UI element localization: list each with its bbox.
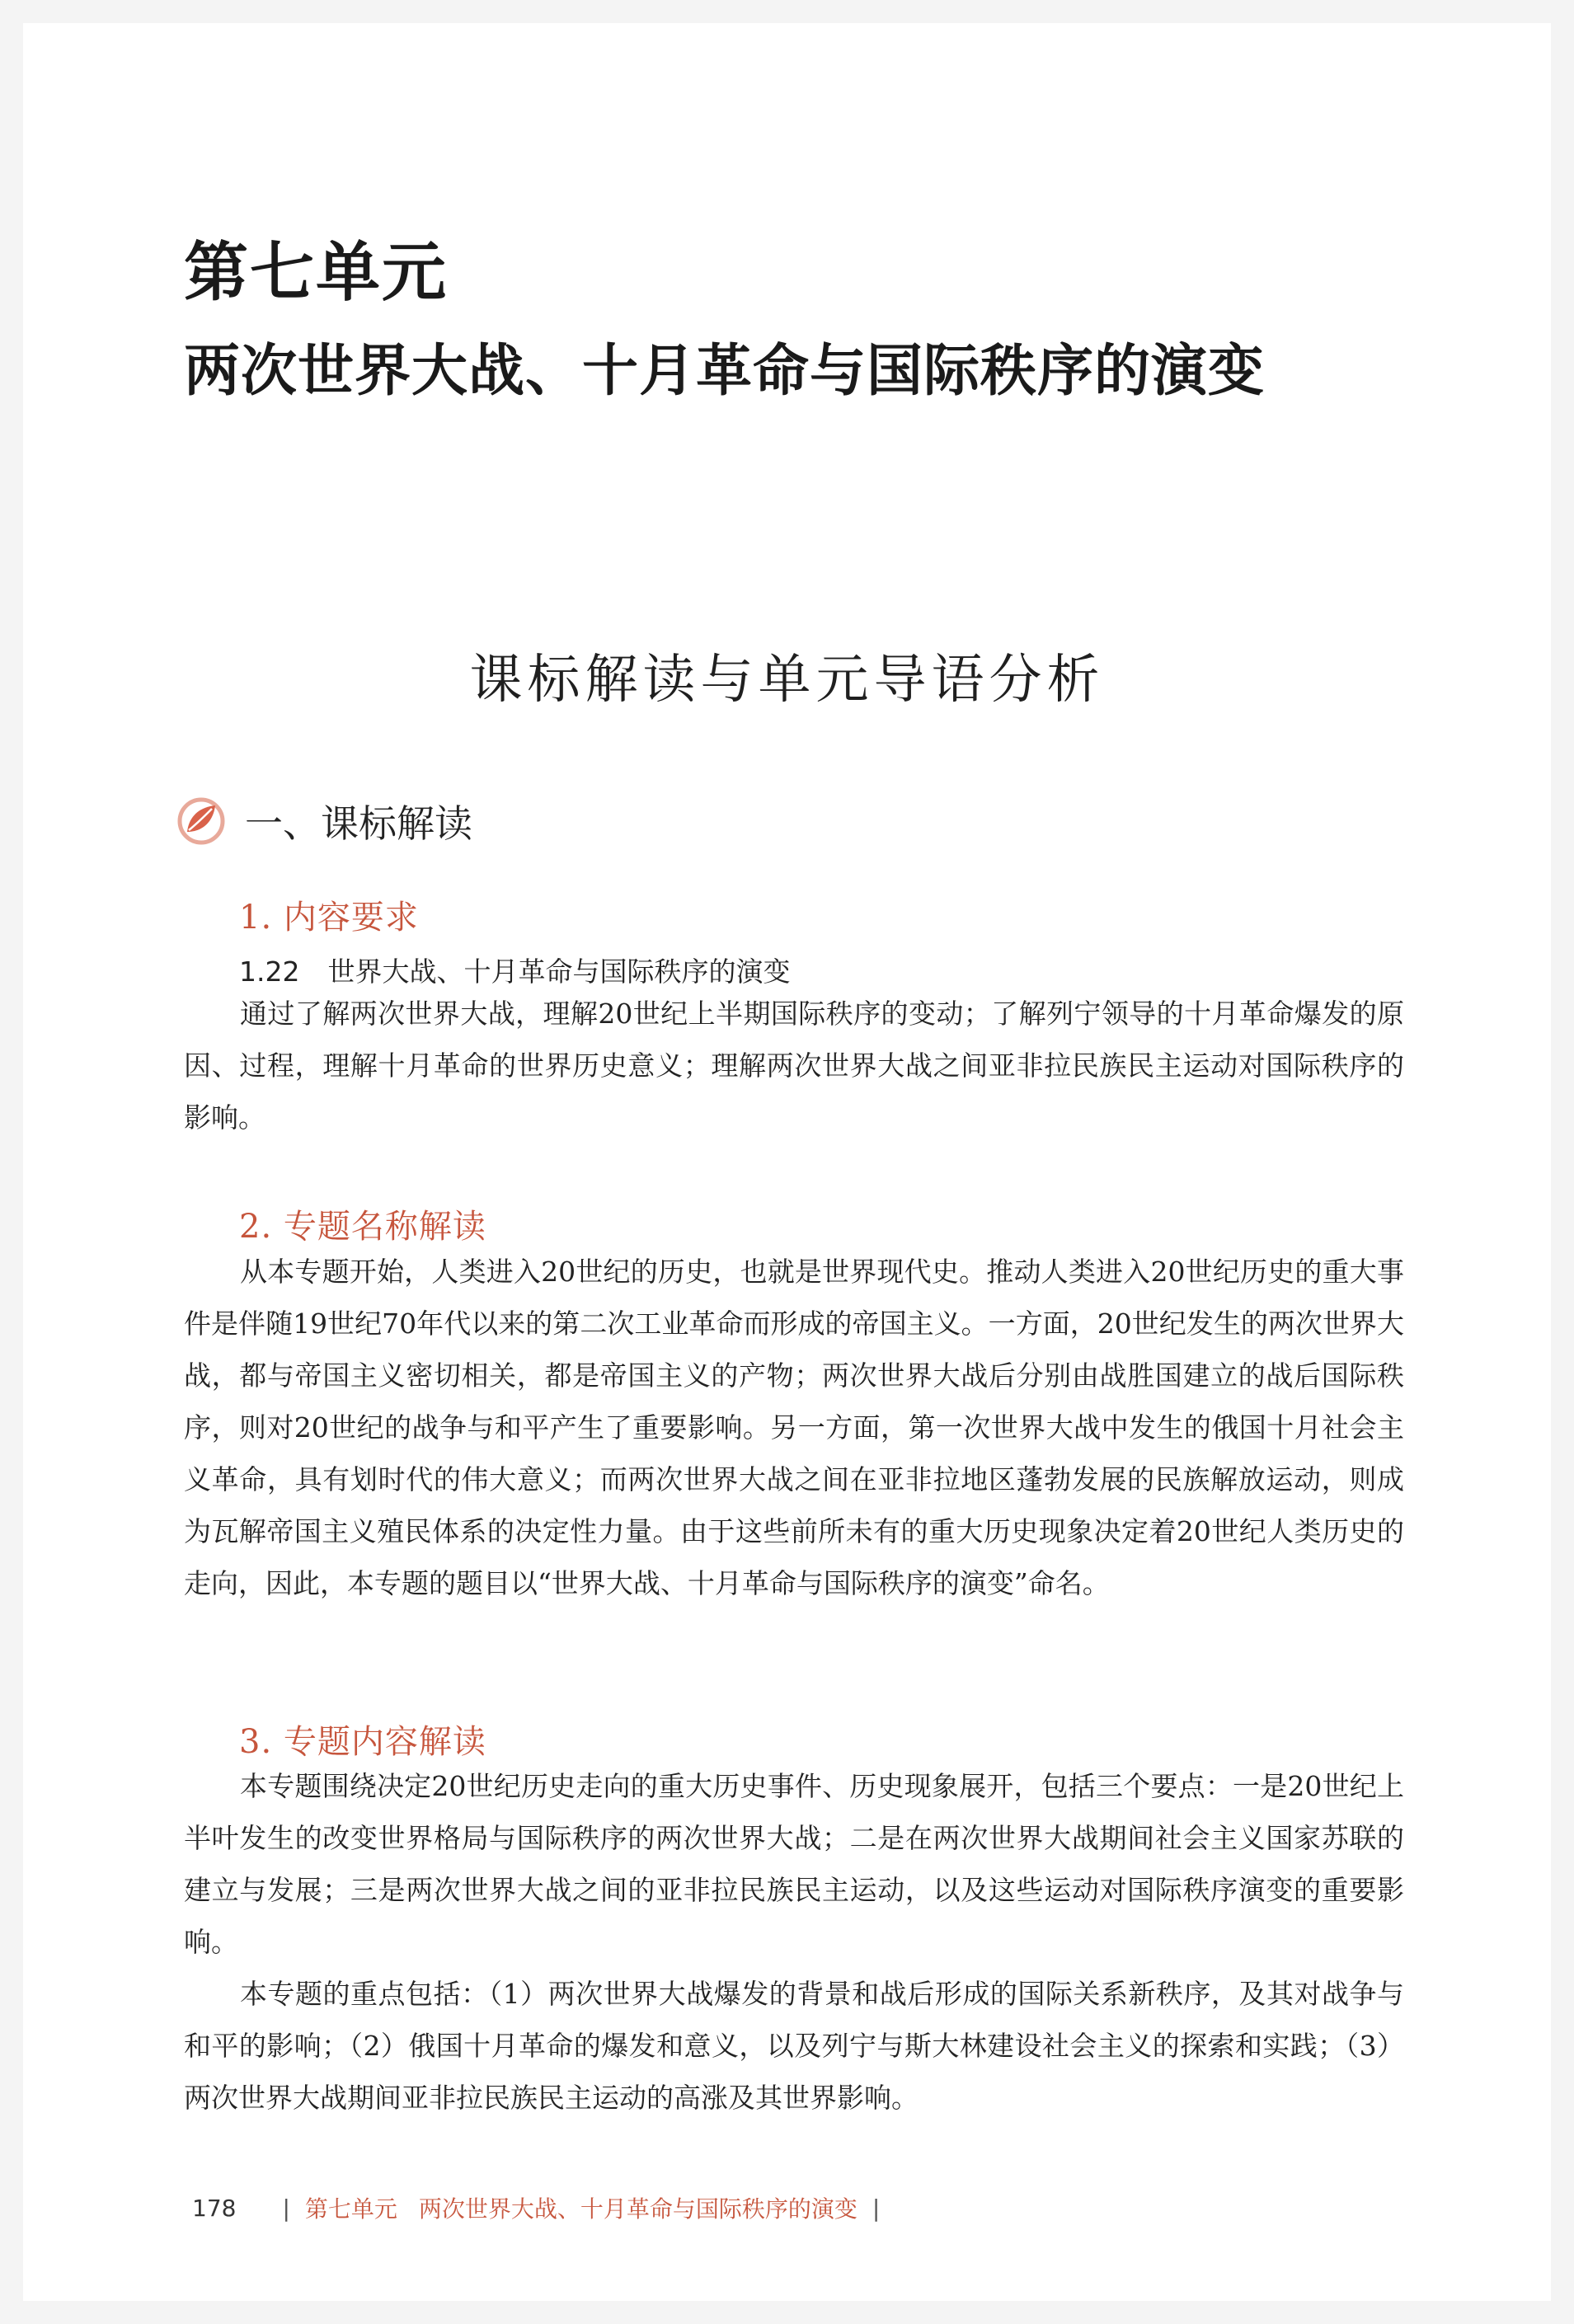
page-footer xyxy=(192,2191,895,2224)
subsection-heading xyxy=(176,794,472,848)
item-title-content-requirement: 1. 内容要求 xyxy=(239,899,419,937)
item-title-topic-content: 3. 专题内容解读 xyxy=(239,1723,486,1761)
unit-label: 第七单元 xyxy=(184,235,449,310)
footer-unit-label: 第七单元 xyxy=(304,2195,397,2223)
unit-title: 两次世界大战、十月革命与国际秩序的演变 xyxy=(184,338,1266,404)
paragraph: 本专题围绕决定20世纪历史走向的重大历史事件、历史现象展开，包括三个要点：一是20世纪上半叶发生的改变世界格局与国际秩序的两次世界大战；二是在两次世界大战期间社会主义国家苏联的建立与发展；三是两次世界大战之间的亚非拉民族民主运动，以及这些运动对国际秩序演变的重要影响。 xyxy=(184,1770,1404,1958)
footer-unit-title: 两次世界大战、十月革命与国际秩序的演变 xyxy=(418,2195,857,2223)
item-title-topic-name: 2. 专题名称解读 xyxy=(239,1208,486,1246)
paragraph: 通过了解两次世界大战，理解20世纪上半期国际秩序的变动；了解列宁领导的十月革命爆发的原因、过程，理解十月革命的世界历史意义；理解两次世界大战之间亚非拉民族民主运动对国际秩序的影响。 xyxy=(184,998,1404,1134)
standard-code: 1.22 xyxy=(239,955,300,988)
section-heading: 课标解读与单元导语分析 xyxy=(469,650,1105,711)
paragraph: 从本专题开始，人类进入20世纪的历史，也就是世界现代史。推动人类进入20世纪历史的重大事件是伴随19世纪70年代以来的第二次工业革命而形成的帝国主义。一方面，20世纪发生的两次世界大战，都与帝国主义密切相关，都是帝国主义的产物；两次世界大战后分别由战胜国建立的战后国际秩序，则对20世纪的战争与和平产生了重要影响。另一方面，第一次世界大战中发生的俄国十月社会主义革命，具有划时代的伟大意义；而两次世界大战之间在亚非拉地区蓬勃发展的民族解放运动，则成为瓦解帝国主义殖民体系的决定性力量。由于这些前所未有的重大历史现象决定着20世纪人类历史的走向，因此，本专题的题目以“世界大战、十月革命与国际秩序的演变”命名。 xyxy=(184,1256,1404,1599)
standard-text: 世界大战、十月革命与国际秩序的演变 xyxy=(327,955,791,988)
standard-line xyxy=(239,951,790,989)
page-number: 178 xyxy=(192,2194,237,2222)
footer-separator: | xyxy=(282,2194,290,2222)
subsection-title: 一、课标解读 xyxy=(245,801,472,846)
leaf-icon xyxy=(176,796,227,847)
paragraph: 本专题的重点包括：（1）两次世界大战爆发的背景和战后形成的国际关系新秩序，及其对战争与和平的影响；（2）俄国十月革命的爆发和意义，以及列宁与斯大林建设社会主义的探索和实践；（3）两次世界大战期间亚非拉民族民主运动的高涨及其世界影响。 xyxy=(184,1978,1404,2114)
page xyxy=(23,23,1551,2301)
footer-separator: | xyxy=(872,2194,881,2222)
